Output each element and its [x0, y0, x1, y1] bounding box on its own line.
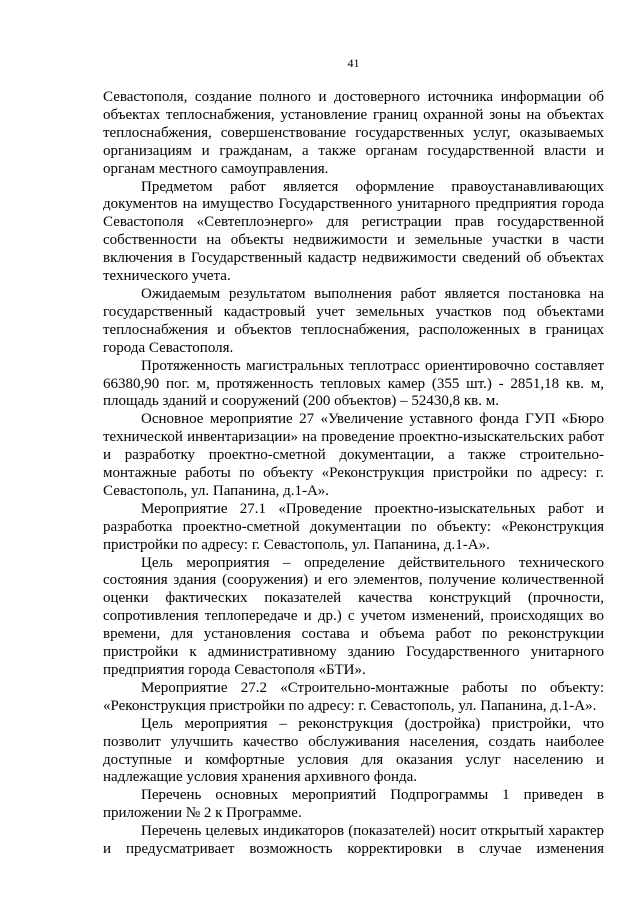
paragraph-9: Цель мероприятия – реконструкция (достройка) пристройки, что позволит улучшить качество обслуживания населения, создать наиболее доступные и комфортные условия для оказания услуг населению и надлежащие условия хранения архивного фонда. — [103, 715, 604, 786]
paragraph-10: Перечень основных мероприятий Подпрограммы 1 приведен в приложении № 2 к Программе. — [103, 787, 604, 822]
paragraph-3: Ожидаемым результатом выполнения работ является постановка на государственный кадастровый учет земельных участков под объектами теплоснабжения и объектов теплоснабжения, расположенных в границах города Севастополя. — [103, 285, 604, 356]
paragraph-6: Мероприятие 27.1 «Проведение проектно-изыскательных работ и разработка проектно-сметной документации по объекту: «Реконструкция пристройки по адресу: г. Севастополь, ул. Папанина, д.1-А». — [103, 500, 604, 553]
paragraph-1: Севастополя, создание полного и достоверного источника информации об объектах теплоснабжения, установление границ охранной зоны на объектах теплоснабжения, совершенствование государственных услуг, оказываемых организациям и гражданам, а также органам государственной власти и органам местного самоуправления. — [103, 89, 604, 177]
paragraph-11: Перечень целевых индикаторов (показателей) носит открытый характер и предусматривает возможность корректировки в случае изменения — [103, 823, 604, 858]
paragraph-5: Основное мероприятие 27 «Увеличение уставного фонда ГУП «Бюро технической инвентаризации» на проведение проектно-изыскательских работ и разработку проектно-сметной документации, а также строительно-монтажные работы по объекту «Реконструкция пристройки по адресу: г. Севастополь, ул. Папанина, д.1-А». — [103, 411, 604, 499]
paragraph-4: Протяженность магистральных теплотрасс ориентировочно составляет 66380,90 пог. м, протяженность тепловых камер (355 шт.) - 2851,18 кв. м, площадь зданий и сооружений (200 объектов) – 52430,8 кв. м. — [103, 357, 604, 410]
paragraph-2: Предметом работ является оформление правоустанавливающих документов на имущество Государственного унитарного предприятия города Севастополя «Севтеплоэнерго» для регистрации прав государственной собственности на объекты недвижимости и земельные участки в части включения в Государственный кадастр недвижимости сведений об объектах технического учета. — [103, 178, 604, 285]
paragraph-8: Мероприятие 27.2 «Строительно-монтажные работы по объекту: «Реконструкция пристройки по адресу: г. Севастополь, ул. Папанина, д.1-А». — [103, 679, 604, 714]
page-number: 41 — [347, 56, 360, 70]
document-body — [103, 89, 604, 859]
paragraph-7: Цель мероприятия – определение действительного технического состояния здания (сооружения) и его элементов, получение количественной оценки фактических показателей качества конструкций (прочности, сопротивления теплопередаче и др.) с учетом изменений, происходящих во времени, для установления состава и объема работ по реконструкции пристройки к административному зданию Государственного унитарного предприятия города Севастополя «БТИ». — [103, 554, 604, 678]
